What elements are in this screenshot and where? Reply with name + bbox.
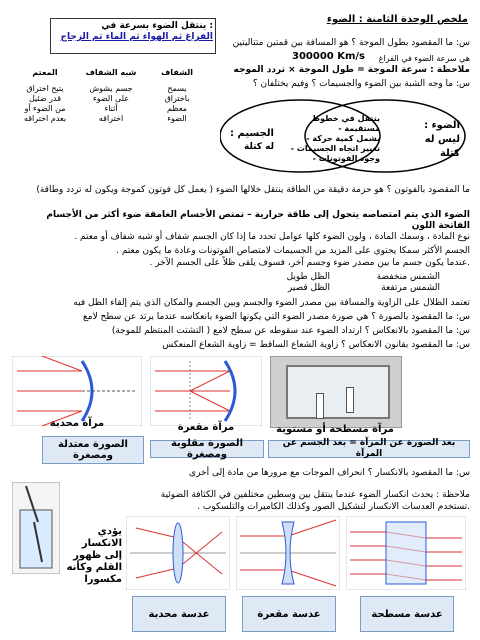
convex-lens-label: عدسة محدبة bbox=[132, 596, 226, 632]
concave-mirror-label: مرآة مقعرة bbox=[177, 422, 235, 433]
table-cell: الشمس منخفضة bbox=[376, 272, 440, 282]
venn-light-sub2: كتلة bbox=[439, 148, 460, 159]
sun-shadow-table bbox=[220, 272, 440, 294]
table-cell: قدر ضئيل bbox=[28, 94, 62, 103]
table-row bbox=[220, 272, 440, 283]
table-cell: الظل قصير bbox=[287, 283, 330, 293]
light-speed-value: 300000 Km/s bbox=[292, 51, 366, 62]
pencil-glass-picture bbox=[12, 482, 60, 574]
refraction-note: ملاحظة : يحدث انكسار الضوء عندما ينتقل بين وسطين مختلفين في الكثافة الضوئية bbox=[160, 490, 470, 500]
shadow-factors: تعتمد الظلال على الزاوية والمسافة بين مصدر الضوء والجسم وبين الجسم والمكان الذي يتم إلقاء الظل فيه bbox=[73, 298, 470, 308]
concave-lens-diagram bbox=[236, 516, 340, 590]
convex-mirror-label: مرآة محدبة bbox=[49, 418, 105, 429]
concave-image-box: الصورة مقلوبة ومصغرة bbox=[150, 440, 264, 458]
table-row bbox=[220, 283, 440, 294]
table-cell: باختراق bbox=[164, 94, 190, 103]
header-transparent: الشفاف bbox=[161, 68, 193, 77]
concave-mirror-diagram bbox=[150, 356, 262, 426]
convex-lens-diagram bbox=[126, 516, 230, 590]
shadow-note: .عندما يكون جسم ما بين مصدر ضوء وجسم آخر، فسوف يلقى ظلاً على الجسم الآخر . bbox=[149, 258, 470, 268]
table-cell: الظل طويل bbox=[286, 272, 330, 282]
venn-overlap-item: وجود الفوتونات - bbox=[312, 154, 380, 163]
header-translucent: شبه الشفاف bbox=[85, 68, 137, 77]
wavelength-question: س: ما المقصود بطول الموجة ؟ هو المسافة بين قمتين متتاليتين bbox=[232, 38, 470, 48]
flat-mirror-glass bbox=[286, 365, 390, 419]
table-row bbox=[10, 84, 210, 94]
photon-definition: ما المقصود بالفوتون ؟ هو حزمة دقيقة من الطاقة ينتقل خلالها الضوء ( يعمل كل فوتون كموجة ويكون له تردد وطاقة) bbox=[36, 185, 470, 195]
venn-light-sub: ليس له bbox=[424, 134, 460, 145]
convex-image-box: الصورة معتدلة ومصغرة bbox=[42, 436, 144, 464]
candle-reflection-icon bbox=[346, 387, 354, 413]
material-factors: نوع المادة ، وسمك المادة ، ولون الضوء كلها عوامل تحدد ما إذا كان الجسم شفاف أو شبه شفاف أو معتم . bbox=[74, 232, 470, 242]
refraction-definition: س: ما المقصود بالانكسار ؟ انحراف الموجات مع مرورها من مادة إلى أخرى bbox=[189, 468, 470, 478]
table-cell: الضوء bbox=[167, 114, 187, 123]
light-speed-note bbox=[50, 18, 216, 54]
convex-mirror-diagram bbox=[12, 356, 142, 426]
venn-overlap-item: يشمل كمية حركة - bbox=[306, 134, 380, 143]
flat-mirror-picture bbox=[270, 356, 402, 428]
wave-speed-formula: ملاحظة : سرعة الموجة = طول الموجة × تردد الموجه bbox=[233, 65, 470, 75]
page-title: ملخص الوحدة الثامنة : الضوء bbox=[326, 14, 468, 25]
reflection-law: س: ما المقصود بقانون الانعكاس ؟ زاوية الشعاع الساقط = زاوية الشعاع المنعكس bbox=[162, 340, 470, 350]
opaque-note: الجسم الأكثر سمكا يحتوي على المزيد من الجسيمات لامتصاص الفوتونات وعادة ما يكون معتم . bbox=[116, 246, 470, 256]
image-definition: س: ما المقصود بالصورة ؟ هي صورة مصدر الضوء التي يكونها الضوء بانعكاسه عندما يرتد عن سطح لامع bbox=[82, 312, 470, 322]
flat-lens-label: عدسة مسطحة bbox=[360, 596, 454, 632]
venn-particle-title: الجسيم : bbox=[230, 128, 274, 139]
venn-overlap-item: ينتقل في خطوط مستقيمة - bbox=[311, 114, 380, 133]
flat-image-box: بعد الصورة عن المرآة = بعد الجسم عن المرآة bbox=[268, 440, 470, 458]
materials-table-header bbox=[10, 68, 210, 78]
light-speed-note-line2: الفراغ ثم الهواء ثم الماء ثم الزجاج bbox=[60, 32, 213, 42]
venn-overlap-item: تغيير اتجاه الجسيمات - bbox=[290, 144, 380, 153]
materials-table bbox=[10, 68, 210, 158]
table-cell: اختراقه bbox=[98, 114, 124, 123]
table-row bbox=[10, 94, 210, 104]
light-speed-caption: هي سرعة الضوء في الفراغ bbox=[378, 54, 470, 63]
light-speed-note-line1: : ينتقل الضوء بسرعة في bbox=[101, 21, 213, 31]
flat-lens-diagram bbox=[346, 516, 466, 590]
light-particle-question: س: ما وجه الشبة بين الضوء والجسيمات ؟ وفيم يختلفان ؟ bbox=[252, 79, 470, 89]
table-cell: يتيح اختراق bbox=[26, 84, 64, 93]
concave-lens-label: عدسة مقعرة bbox=[242, 596, 336, 632]
flat-mirror-label: مرآة مسطحة أو مستوية bbox=[276, 424, 394, 435]
table-row bbox=[10, 114, 210, 124]
pencil-caption: يؤدي الانكسار إلى ظهور القلم وكأنه مكسورا bbox=[66, 526, 122, 585]
table-cell: معظم bbox=[166, 104, 188, 113]
table-cell: الشمس مرتفعة bbox=[381, 283, 440, 293]
table-cell: على الضوء bbox=[92, 94, 130, 103]
reflection-definition: س: ما المقصود بالانعكاس ؟ ارتداد الضوء عند سقوطه عن سطح لامع ( التشتت المنتظم للموجة) bbox=[111, 326, 470, 336]
venn-overlap bbox=[280, 114, 380, 164]
header-opaque: المعتم bbox=[32, 68, 58, 77]
refraction-note-2: .تستخدم العدسات الانكسار لتشكيل الصور وكذلك الكاميرات والتلسكوب . bbox=[197, 502, 470, 512]
table-cell: جسم يشوش bbox=[89, 84, 133, 93]
venn-particle-sub: له كتلة bbox=[243, 142, 274, 152]
table-cell: أثناء bbox=[104, 104, 118, 113]
absorption-note: الضوء الذي يتم امتصاصه يتحول إلى طاقة حرارية – تمتص الأجسام الغامقة ضوء أكثر من الأجسام الفاتحة اللون bbox=[46, 210, 470, 231]
venn-light-title: الضوء : bbox=[424, 120, 460, 131]
table-cell: بعدم اختراقه bbox=[23, 114, 67, 123]
table-cell: يسمح bbox=[167, 84, 187, 93]
table-cell: من الضوء أو bbox=[24, 104, 66, 113]
table-row bbox=[10, 104, 210, 114]
candle-icon bbox=[316, 393, 324, 419]
